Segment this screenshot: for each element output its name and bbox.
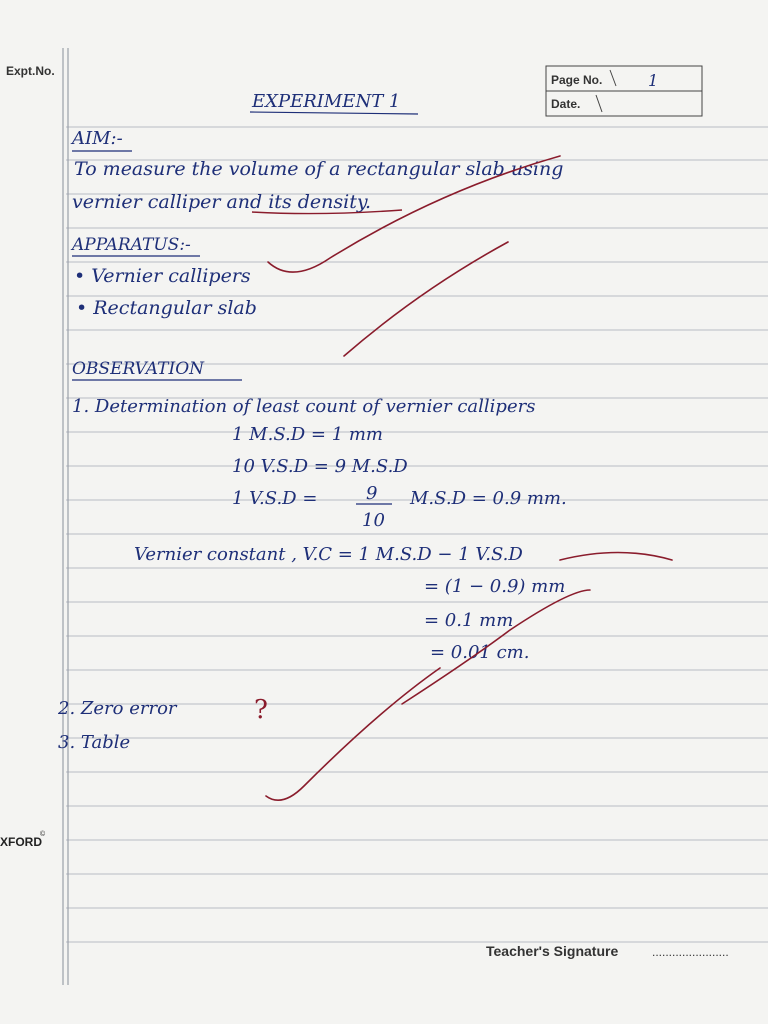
apparatus-item-1: • Vernier callipers	[74, 265, 251, 287]
observation-item-3: 3. Table	[58, 732, 131, 753]
vernier-constant-line-3: = 0.1 mm	[424, 610, 514, 631]
expt-no-label: Expt.No.	[6, 64, 55, 78]
brand-logo: XFORD	[0, 835, 42, 849]
vernier-constant-line-4: = 0.01 cm.	[430, 642, 530, 663]
aim-line-1: To measure the volume of a rectangular slab using	[74, 158, 564, 180]
observation-item-1: 1. Determination of least count of vernier callipers	[72, 396, 536, 417]
brand-symbol: ©	[40, 831, 46, 838]
equation-3-left: 1 V.S.D =	[232, 488, 318, 509]
equation-3-right: M.S.D = 0.9 mm.	[410, 488, 567, 509]
page-title: EXPERIMENT 1	[252, 91, 401, 112]
observation-heading: OBSERVATION	[72, 359, 205, 379]
margin-lines	[63, 48, 68, 985]
equation-3-denominator: 10	[362, 510, 385, 531]
teacher-signature-label: Teacher's Signature	[486, 943, 619, 959]
vernier-constant-line-1: Vernier constant , V.C = 1 M.S.D − 1 V.S.D	[134, 544, 523, 565]
page-no-label: Page No.	[551, 73, 603, 87]
equation-3-numerator: 9	[366, 483, 378, 504]
page-date-box	[546, 66, 702, 116]
page-no-value: 1	[648, 71, 659, 90]
equation-1: 1 M.S.D = 1 mm	[232, 424, 384, 445]
aim-heading: AIM:-	[72, 128, 123, 149]
equation-2: 10 V.S.D = 9 M.S.D	[232, 456, 408, 477]
date-label: Date.	[551, 97, 581, 111]
aim-line-2: vernier calliper and its density.	[72, 191, 372, 213]
vernier-constant-line-2: = (1 − 0.9) mm	[424, 576, 566, 597]
question-mark: ?	[254, 695, 268, 725]
apparatus-item-2: • Rectangular slab	[76, 297, 257, 319]
observation-item-2: 2. Zero error	[58, 698, 177, 719]
teacher-signature-line: .......................	[652, 945, 729, 959]
apparatus-heading: APPARATUS:-	[72, 235, 191, 255]
